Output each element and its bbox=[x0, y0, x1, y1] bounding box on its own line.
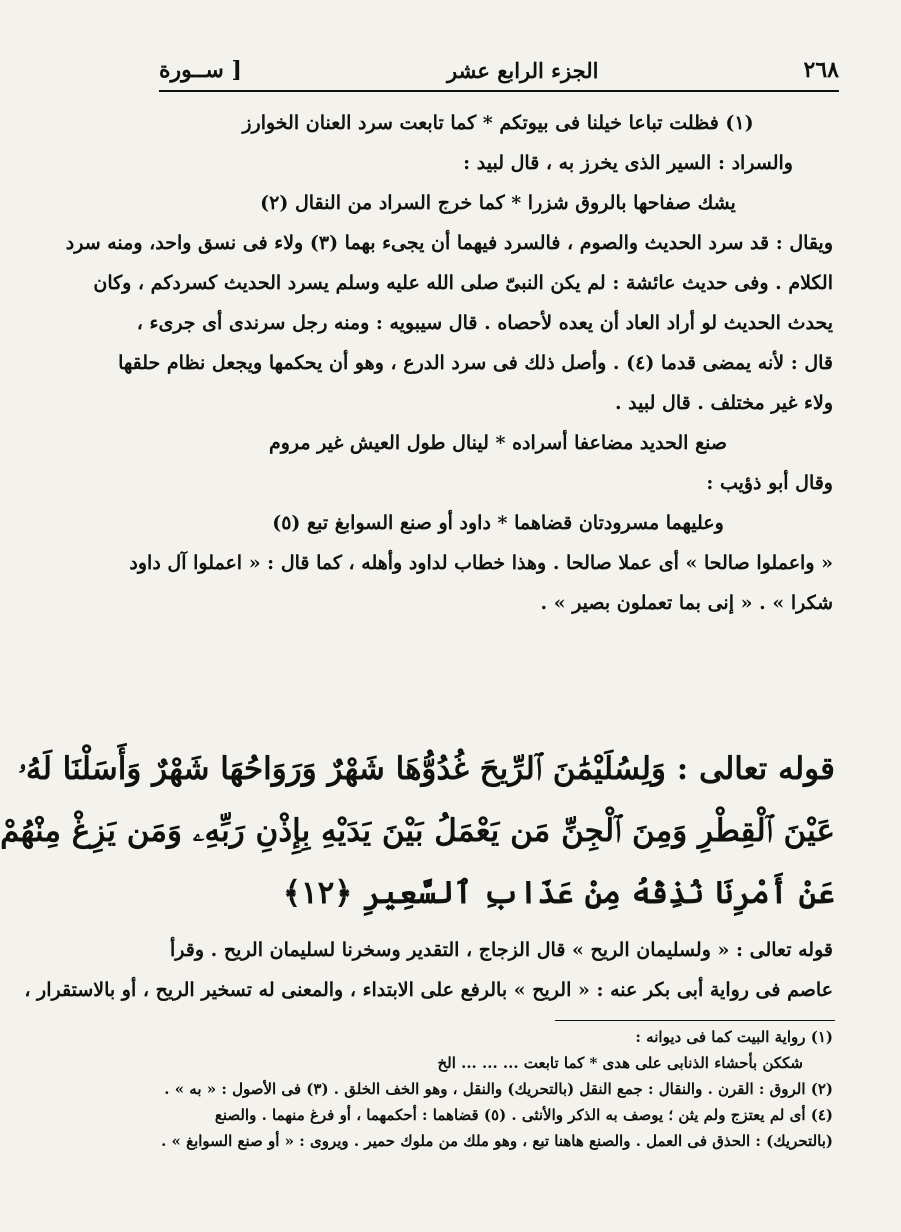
body-line: الكلام . وفى حديث عائشة : لم يكن النبىّ صلى الله عليه وسلم يسرد الحديث كسردكم ، وكان bbox=[93, 272, 833, 294]
verse-line: عَيْنَ ٱلْقِطْرِ وَمِنَ ٱلْجِنِّ مَن يَعْمَلُ بَيْنَ يَدَيْهِ بِإِذْنِ رَبِّهِۦ وَمَن يَزِغْ مِنْهُمْ bbox=[0, 813, 835, 849]
commentary-line: قوله تعالى : « ولسليمان الريح » قال الزجاج ، التقدير وسخرنا لسليمان الريح . وقرأ bbox=[170, 939, 833, 961]
footnote-line: (٤) أى لم يعتزج ولم يثن ؛ يوصف به الذكر والأنثى . (٥) قضاهما : أحكمهما ، أو فرغ منهما . والصنع bbox=[214, 1106, 833, 1124]
body-line: وقال أبو ذؤيب : bbox=[706, 472, 833, 494]
footnote-line: (٢) الروق : القرن . والنقال : جمع النقل (بالتحريك) والنقل ، وهو الخف الخلق . (٣) فى الأصول : « به » . bbox=[164, 1080, 833, 1098]
footnotes bbox=[163, 1024, 833, 1154]
body-line: (١) فظلت تباعا خيلنا فى بيوتكم * كما تابعت سرد العنان الخوارز bbox=[242, 112, 754, 134]
sura-label: [ ســورة bbox=[159, 57, 242, 83]
quran-verse bbox=[0, 738, 835, 924]
body-line: وعليهما مسرودتان قضاهما * داود أو صنع السوابغ تبع (٥) bbox=[272, 512, 724, 534]
part-title: الجزء الرابع عشر bbox=[447, 57, 599, 83]
verse-line: عَنْ أَمْرِنَا نُذِقْهُ مِنْ عَذَابِ ٱلسَّعِيرِ ﴿١٢﴾ bbox=[282, 875, 835, 911]
body-line: صنع الحديد مضاعفا أسراده * لينال طول العيش غير مروم bbox=[268, 432, 728, 454]
body-line: والسراد : السير الذى يخرز به ، قال لبيد : bbox=[463, 152, 793, 174]
verse-line: قوله تعالى : وَلِسُلَيْمَٰنَ ٱلرِّيحَ غُدُوُّهَا شَهْرٌ وَرَوَاحُهَا شَهْرٌ وَأَسَلْنَا لَهُۥ bbox=[18, 751, 835, 787]
footnote-line: (بالتحريك) : الحذق فى العمل . والصنع هاهنا تبع ، وهو ملك من ملوك حمير . ويروى : « أو صنع السوابغ » . bbox=[161, 1132, 833, 1150]
footnote-line: (١) رواية البيت كما فى ديوانه : bbox=[635, 1028, 833, 1046]
body-line: ويقال : قد سرد الحديث والصوم ، فالسرد فيهما أن يجىء بهما (٣) ولاء فى نسق واحد، ومنه سرد bbox=[65, 232, 833, 254]
page-header bbox=[159, 50, 839, 92]
body-text bbox=[65, 104, 833, 624]
body-line: يشك صفاحها بالروق شزرا * كما خرج السراد من النقال (٢) bbox=[260, 192, 736, 214]
footnote-divider bbox=[555, 1020, 835, 1021]
body-line: ولاء غير مختلف . قال لبيد . bbox=[614, 392, 833, 414]
commentary-line: عاصم فى رواية أبى بكر عنه : « الريح » بالرفع على الابتداء ، والمعنى له تسخير الريح ، أو بالاستقرار ، bbox=[24, 979, 833, 1001]
footnote-line: شككن بأحشاء الذنابى على هدى * كما تابعت ... ... ... الخ bbox=[437, 1054, 803, 1072]
body-line: قال : لأنه يمضى قدما (٤) . وأصل ذلك فى سرد الدرع ، وهو أن يحكمها ويجعل نظام حلقها bbox=[118, 352, 833, 374]
body-line: شكرا » . « إنى بما تعملون بصير » . bbox=[540, 592, 833, 614]
body-line: « واعملوا صالحا » أى عملا صالحا . وهذا خطاب لداود وأهله ، كما قال : « اعملوا آل داود bbox=[129, 552, 833, 574]
commentary-text bbox=[24, 930, 833, 1010]
page-number: ٢٦٨ bbox=[803, 57, 839, 83]
body-line: يحدث الحديث لو أراد العاد أن يعده لأحصاه . قال سيبويه : ومنه رجل سرندى أى جرىء ، bbox=[136, 312, 833, 334]
